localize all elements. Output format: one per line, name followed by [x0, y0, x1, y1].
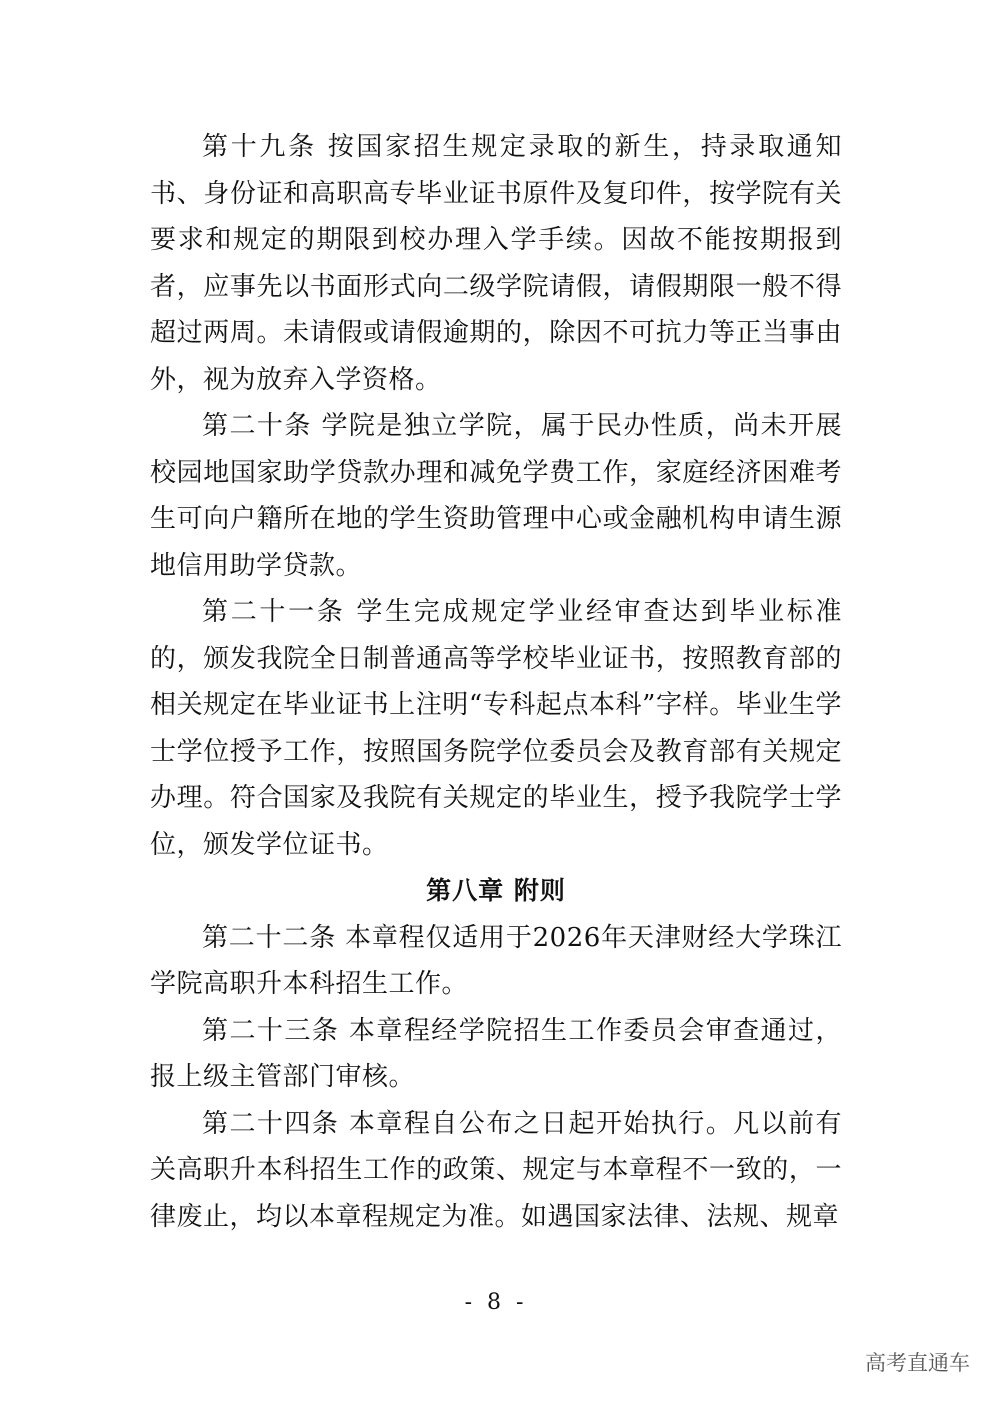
page-number: - 8 -	[464, 1290, 528, 1315]
article-19-paragraph: 第十九条 按国家招生规定录取的新生，持录取通知书、身份证和高职高专毕业证书原件及复印件，按学院有关要求和规定的期限到校办理入学手续。因故不能按期报到者，应事先以书面形式向二级学院请假，请假期限一般不得超过两周。未请假或请假逾期的，除因不可抗力等正当事由外，视为放弃入学资格。	[150, 132, 842, 395]
article-20-paragraph: 第二十条 学院是独立学院，属于民办性质，尚未开展校园地国家助学贷款办理和减免学费工作，家庭经济困难考生可向户籍所在地的学生资助管理中心或金融机构申请生源地信用助学贷款。	[150, 411, 842, 581]
article-22-paragraph: 第二十二条 本章程仅适用于2026年天津财经大学珠江学院高职升本科招生工作。	[150, 922, 842, 999]
article-21-paragraph: 第二十一条 学生完成规定学业经审查达到毕业标准的，颁发我院全日制普通高等学校毕业证书，按照教育部的相关规定在毕业证书上注明“专科起点本科”字样。毕业生学士学位授予工作，按照国务院学位委员会及教育部有关规定办理。符合国家及我院有关规定的毕业生，授予我院学士学位，颁发学位证书。	[150, 597, 842, 860]
chapter-heading: 第八章 附则	[426, 876, 566, 905]
watermark-text: 高考直通车	[865, 1351, 970, 1375]
document-body	[150, 124, 842, 1240]
article-24-paragraph: 第二十四条 本章程自公布之日起开始执行。凡以前有关高职升本科招生工作的政策、规定与本章程不一致的，一律废止，均以本章程规定为准。如遇国家法律、法规、规章	[150, 1108, 842, 1232]
article-23-paragraph: 第二十三条 本章程经学院招生工作委员会审查通过，报上级主管部门审核。	[150, 1015, 842, 1092]
